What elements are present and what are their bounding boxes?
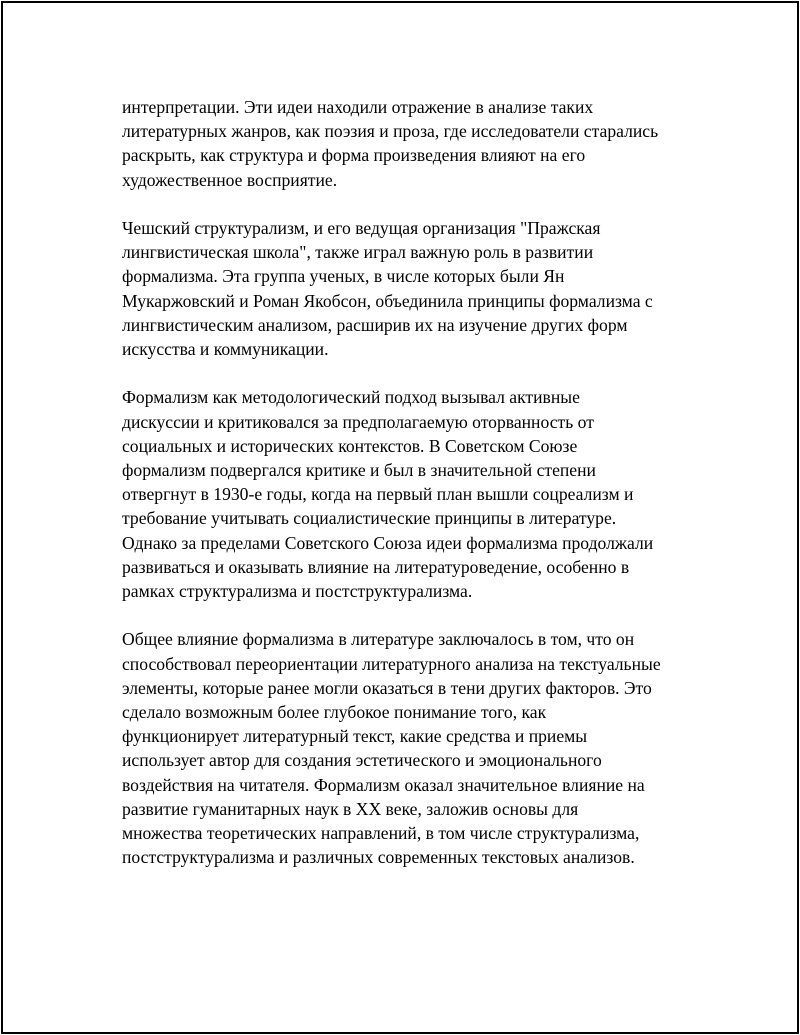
text-line: отвергнут в 1930-е годы, когда на первый план вышли соцреализм и: [122, 484, 634, 505]
text-line: множества теоретических направлений, в том числе структурализма,: [122, 823, 640, 844]
paragraph-1: [122, 95, 702, 192]
paragraph-4: [122, 627, 702, 869]
paragraph-2: [122, 216, 702, 361]
text-line: функционирует литературный текст, какие средства и приемы: [122, 726, 588, 747]
text-line: Однако за пределами Советского Союза идеи формализма продолжали: [122, 532, 654, 553]
text-line: Мукаржовский и Роман Якобсон, объединила принципы формализма с: [122, 290, 653, 311]
text-line: рамках структурализма и постструктурализма.: [122, 581, 473, 602]
document-page: [1, 1, 799, 1034]
text-line: дискуссии и критиковался за предполагаемую оторванность от: [122, 411, 594, 432]
text-line: постструктурализма и различных современных текстовых анализов.: [122, 847, 635, 868]
text-line: социальных и исторических контекстов. В Советском Союзе: [122, 435, 578, 456]
text-line: воздействия на читателя. Формализм оказал значительное влияние на: [122, 774, 645, 795]
text-line: требование учитывать социалистические принципы в литературе.: [122, 508, 617, 529]
text-line: Формализм как методологический подход вызывал активные: [122, 387, 580, 408]
text-line: раскрыть, как структура и форма произведения влияют на его: [122, 145, 586, 166]
text-line: формализма. Эта группа ученых, в числе которых были Ян: [122, 266, 565, 287]
text-line: интерпретации. Эти идеи находили отражение в анализе таких: [122, 97, 594, 117]
text-line: лингвистическая школа", также играл важную роль в развитии: [122, 242, 594, 263]
text-line: сделало возможным более глубокое понимание того, как: [122, 702, 547, 723]
text-line: развитие гуманитарных наук в XX веке, заложив основы для: [122, 798, 579, 819]
text-line: элементы, которые ранее могли оказаться в тени других факторов. Это: [122, 677, 652, 698]
text-line: Общее влияние формализма в литературе заключалось в том, что он: [122, 629, 635, 650]
text-line: лингвистическим анализом, расширив их на изучение других форм: [122, 314, 628, 335]
text-line: развиваться и оказывать влияние на литературоведение, особенно в: [122, 556, 630, 577]
text-line: литературных жанров, как поэзия и проза, где исследователи старались: [122, 121, 659, 142]
text-line: искусства и коммуникации.: [122, 339, 329, 360]
text-line: использует автор для создания эстетического и эмоционального: [122, 750, 602, 771]
text-line: художественное восприятие.: [122, 169, 338, 190]
text-line: формализм подвергался критике и был в значительной степени: [122, 460, 596, 481]
document-body: [122, 95, 702, 894]
paragraph-3: [122, 385, 702, 603]
text-line: Чешский структурализм, и его ведущая организация "Пражская: [122, 218, 601, 238]
text-line: способствовал переориентации литературного анализа на текстуальные: [122, 653, 661, 674]
